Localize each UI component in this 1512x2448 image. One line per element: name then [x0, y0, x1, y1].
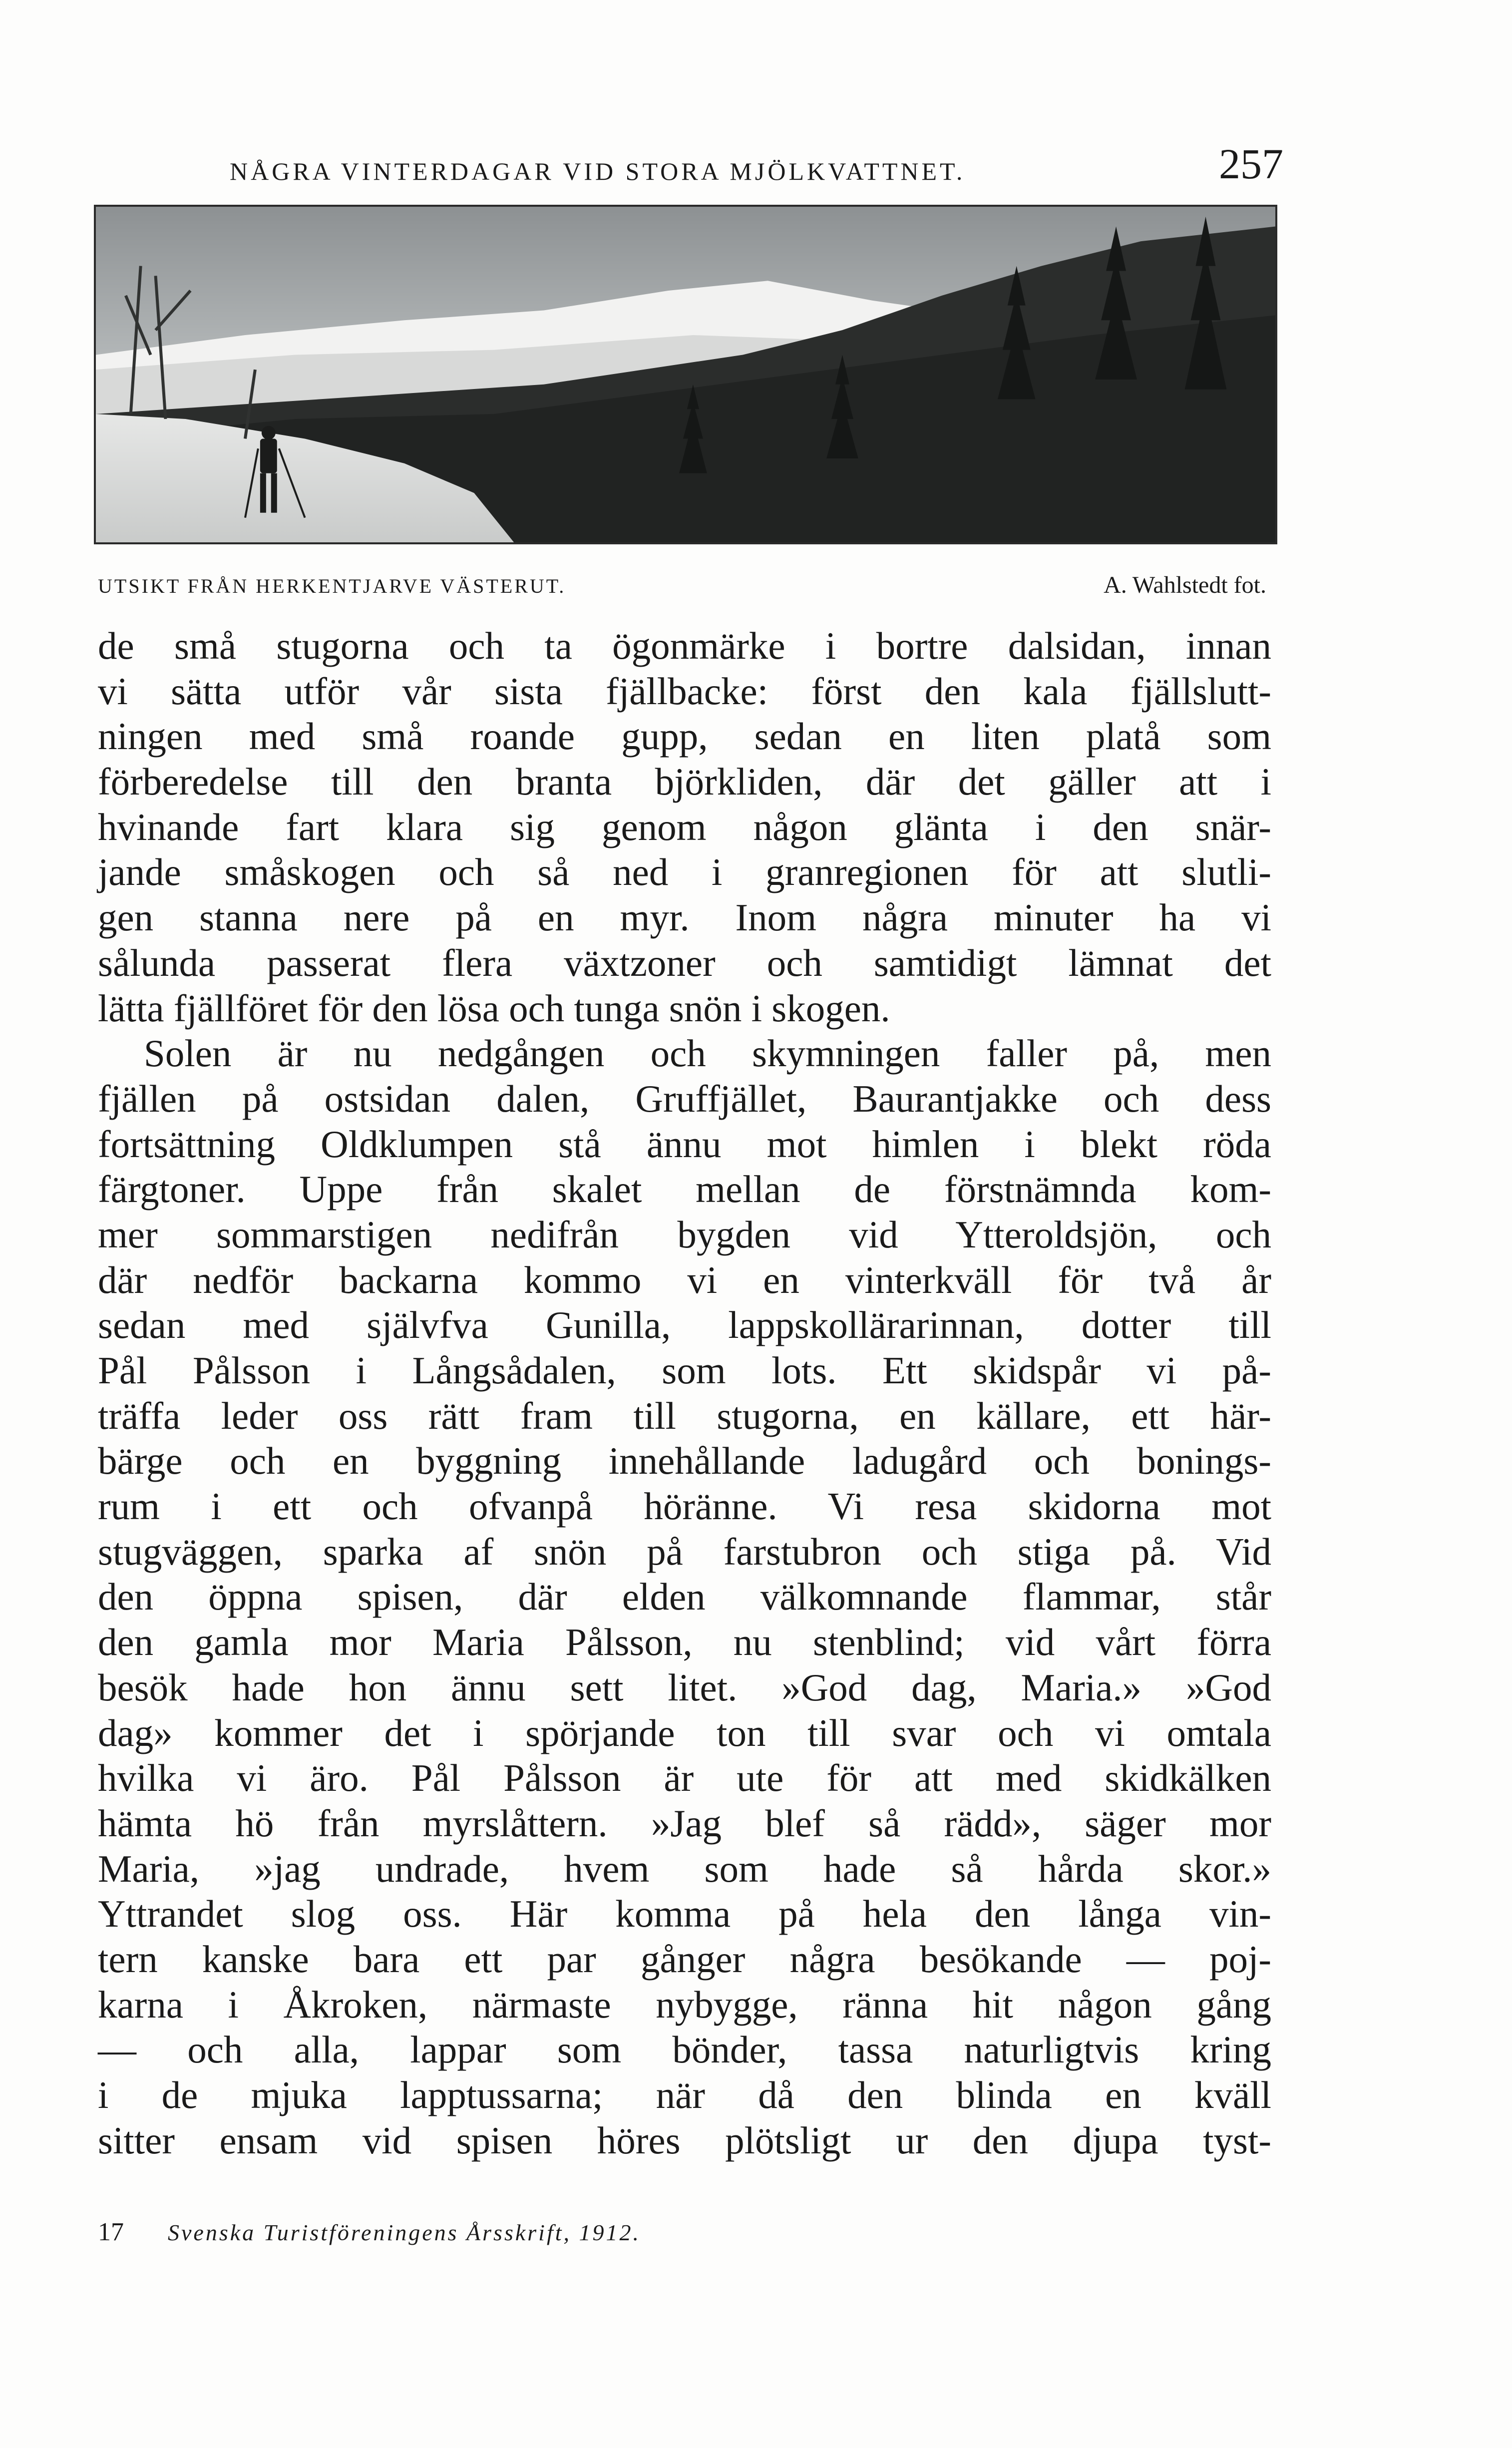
- text-line: — och alla, lappar som bönder, tassa naturligtvis kring: [98, 2028, 1271, 2071]
- text-line: stugväggen, sparka af snön på farstubron och stiga på. Vid: [98, 1530, 1271, 1573]
- text-line: Solen är nu nedgången och skymningen faller på, men: [144, 1032, 1271, 1075]
- text-line: lätta fjällföret för den lösa och tunga snön i skogen.: [98, 986, 890, 1030]
- caption-title: UTSIKT FRÅN HERKENTJARVE VÄSTERUT.: [98, 575, 566, 597]
- text-line: vi sätta utför vår sista fjällbacke: först den kala fjällslutt-: [98, 669, 1271, 713]
- text-line: bärge och en byggning innehållande ladugård och bonings-: [98, 1439, 1271, 1483]
- page-footer: [98, 2217, 1266, 2252]
- text-line: i de mjuka lapptussarna; när då den blinda en kväll: [98, 2073, 1271, 2116]
- text-line: karna i Åkroken, närmaste nybygge, ränna hit någon gång: [98, 1983, 1271, 2026]
- text-line: fjällen på ostsidan dalen, Gruffjället, Baurantjakke och dess: [98, 1077, 1271, 1120]
- text-line: besök hade hon ännu sett litet. »God dag, Maria.» »God: [98, 1665, 1271, 1709]
- text-line: sålunda passerat flera växtzoner och samtidigt lämnat det: [98, 941, 1271, 984]
- winter-landscape-photo: [94, 205, 1277, 544]
- text-line: träffa leder oss rätt fram till stugorna, en källare, ett här-: [98, 1394, 1271, 1437]
- text-line: förberedelse till den branta björkliden, där det gäller att i: [98, 760, 1271, 804]
- photo-credit: A. Wahlstedt fot.: [1104, 572, 1266, 598]
- text-line: hämta hö från myrslåttern. »Jag blef så rädd», säger mor: [98, 1801, 1271, 1845]
- page-number: 257: [1219, 140, 1283, 188]
- text-line: Maria, »jag undrade, hvem som hade så hårda skor.»: [98, 1847, 1271, 1890]
- text-line: sitter ensam vid spisen höres plötsligt ur den djupa tyst-: [98, 2118, 1271, 2162]
- body-text: [98, 623, 1271, 2163]
- text-line: Yttrandet slog oss. Här komma på hela den långa vin-: [98, 1892, 1271, 1936]
- text-line: fortsättning Oldklumpen stå ännu mot himlen i blekt röda: [98, 1122, 1271, 1166]
- running-title: NÅGRA VINTERDAGAR VID STORA MJÖLKVATTNET.: [230, 157, 966, 185]
- text-line: där nedför backarna kommo vi en vinterkväll för två år: [98, 1258, 1271, 1301]
- running-head: [230, 131, 1283, 186]
- text-line: tern kanske bara ett par gånger några besökande — poj-: [98, 1937, 1271, 1981]
- text-line: hvilka vi äro. Pål Pålsson är ute för att med skidkälken: [98, 1756, 1271, 1800]
- text-line: den öppna spisen, där elden välkomnande flammar, står: [98, 1575, 1271, 1619]
- text-line: gen stanna nere på en myr. Inom några minuter ha vi: [98, 896, 1271, 939]
- text-line: den gamla mor Maria Pålsson, nu stenblind; vid vårt förra: [98, 1621, 1271, 1664]
- signature-mark: 17: [98, 2218, 124, 2246]
- landscape-illustration: [96, 207, 1275, 542]
- text-line: sedan med självfva Gunilla, lappskollärarinnan, dotter till: [98, 1303, 1271, 1347]
- text-line: jande småskogen och så ned i granregionen för att slutli-: [98, 850, 1271, 894]
- text-line: hvinande fart klara sig genom någon glänta i den snär-: [98, 805, 1271, 848]
- text-line: mer sommarstigen nedifrån bygden vid Ytteroldsjön, och: [98, 1213, 1271, 1256]
- photo-caption: [98, 574, 1266, 604]
- text-line: dag» kommer det i spörjande ton till svar och vi omtala: [98, 1711, 1271, 1754]
- text-line: rum i ett och ofvanpå höränne. Vi resa skidorna mot: [98, 1485, 1271, 1528]
- text-line: Pål Pålsson i Långsådalen, som lots. Ett skidspår vi på-: [98, 1349, 1271, 1392]
- publication-title: Svenska Turistföreningens Årsskrift, 1912.: [168, 2220, 641, 2245]
- text-line: de små stugorna och ta ögonmärke i bortre dalsidan, innan: [98, 624, 1271, 667]
- text-line: ningen med små roande gupp, sedan en liten platå som: [98, 715, 1271, 758]
- text-line: färgtoner. Uppe från skalet mellan de förstnämnda kom-: [98, 1168, 1271, 1211]
